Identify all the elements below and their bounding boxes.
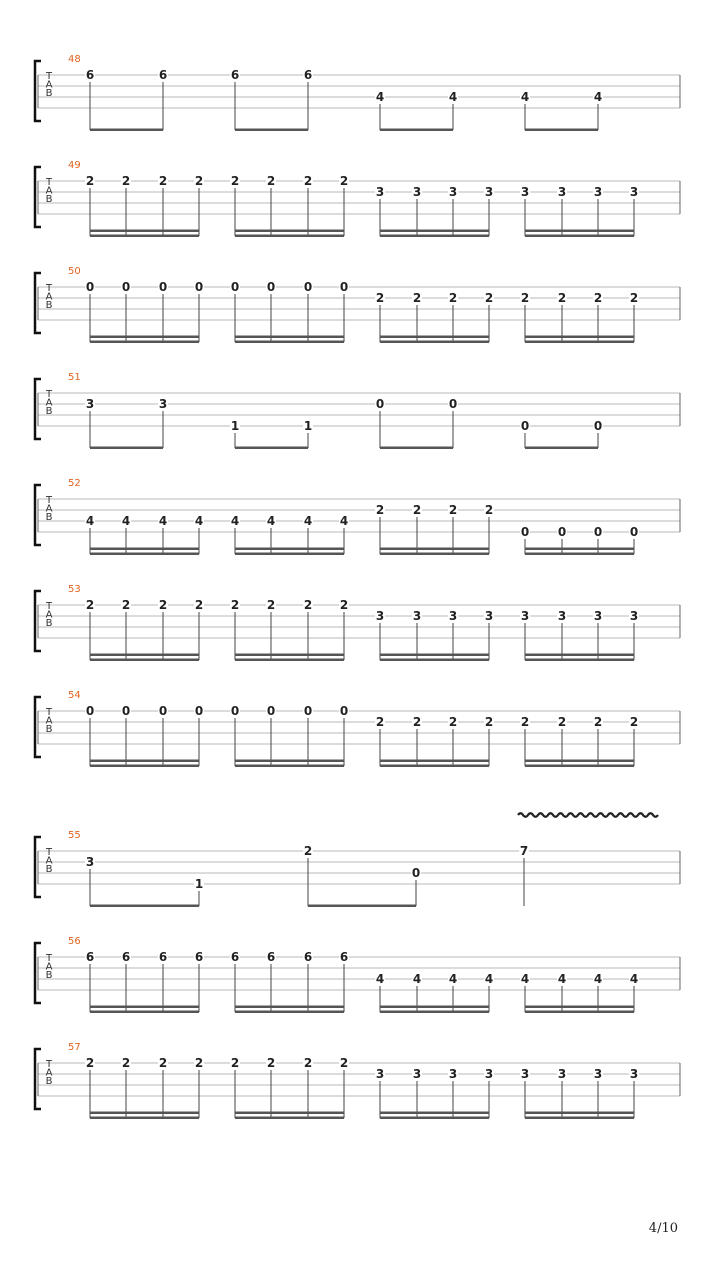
beam — [380, 341, 489, 344]
fret-number: 4 — [520, 90, 530, 104]
tab-clef-letter: B — [45, 1076, 53, 1087]
fret-number: 2 — [121, 598, 131, 612]
fret-number: 6 — [121, 950, 131, 964]
beam — [235, 765, 344, 768]
fret-number: 6 — [303, 68, 313, 82]
beam — [380, 1011, 489, 1014]
fret-number: 4 — [158, 514, 168, 528]
measure-number: 56 — [68, 936, 81, 947]
page-number: 4/10 — [648, 1221, 678, 1236]
beam — [90, 1117, 199, 1120]
measure-number: 52 — [68, 478, 81, 489]
fret-number: 2 — [520, 291, 530, 305]
tab-clef-letter: B — [45, 970, 53, 981]
tab-clef-letter: T — [45, 177, 53, 188]
tab-clef-letter: A — [45, 503, 53, 515]
fret-number: 4 — [375, 972, 385, 986]
fret-number: 4 — [629, 972, 639, 986]
fret-number: 2 — [230, 1056, 240, 1070]
fret-number: 6 — [339, 950, 349, 964]
beam — [90, 341, 199, 344]
beam — [235, 1112, 344, 1115]
fret-number: 3 — [484, 609, 494, 623]
beam — [90, 1006, 199, 1009]
fret-number: 0 — [194, 704, 204, 718]
fret-number: 4 — [412, 972, 422, 986]
fret-number: 6 — [158, 950, 168, 964]
tab-clef-letter: B — [45, 88, 53, 99]
fret-number: 6 — [230, 68, 240, 82]
tab-clef-letter: B — [45, 300, 53, 311]
beam — [235, 1006, 344, 1009]
fret-number: 6 — [85, 68, 95, 82]
fret-number: 0 — [593, 419, 603, 433]
fret-number: 2 — [448, 291, 458, 305]
measure-number: 55 — [68, 830, 81, 841]
beam — [235, 235, 344, 238]
beam — [90, 235, 199, 238]
beam — [525, 548, 634, 551]
fret-number: 6 — [230, 950, 240, 964]
beam — [525, 1011, 634, 1014]
fret-number: 3 — [412, 609, 422, 623]
beam — [235, 447, 308, 450]
fret-number: 0 — [266, 704, 276, 718]
beam — [380, 230, 489, 233]
fret-number: 0 — [85, 704, 95, 718]
beam — [380, 765, 489, 768]
beam — [90, 336, 199, 339]
fret-number: 0 — [557, 525, 567, 539]
fret-number: 0 — [158, 280, 168, 294]
fret-number: 3 — [375, 609, 385, 623]
beam — [525, 447, 598, 450]
beam — [235, 129, 308, 132]
beam — [525, 760, 634, 763]
fret-number: 2 — [194, 598, 204, 612]
beam — [380, 129, 453, 132]
measure-number: 50 — [68, 266, 81, 277]
tab-clef-letter: A — [45, 855, 53, 867]
fret-number: 3 — [484, 1067, 494, 1081]
fret-number: 0 — [303, 280, 313, 294]
beam — [90, 129, 163, 132]
fret-number: 2 — [230, 598, 240, 612]
fret-number: 3 — [593, 609, 603, 623]
beam — [90, 760, 199, 763]
measure-number: 57 — [68, 1042, 81, 1053]
fret-number: 3 — [412, 185, 422, 199]
fret-number: 3 — [629, 609, 639, 623]
fret-number: 2 — [448, 503, 458, 517]
fret-number: 2 — [121, 1056, 131, 1070]
tab-clef-letter: B — [45, 618, 53, 629]
tab-clef-letter: A — [45, 609, 53, 621]
beam — [90, 553, 199, 556]
beam — [525, 235, 634, 238]
fret-number: 2 — [339, 1056, 349, 1070]
beam — [525, 1117, 634, 1120]
fret-number: 4 — [230, 514, 240, 528]
fret-number: 3 — [557, 609, 567, 623]
fret-number: 3 — [484, 185, 494, 199]
fret-number: 2 — [412, 715, 422, 729]
fret-number: 0 — [520, 525, 530, 539]
fret-number: 4 — [593, 972, 603, 986]
beam — [525, 553, 634, 556]
beam — [235, 760, 344, 763]
tab-system — [35, 54, 680, 131]
fret-number: 4 — [194, 514, 204, 528]
fret-number: 2 — [266, 174, 276, 188]
fret-number: 2 — [557, 715, 567, 729]
tab-clef-letter: A — [45, 1067, 53, 1079]
fret-number: 3 — [448, 609, 458, 623]
tab-clef-letter: T — [45, 601, 53, 612]
fret-number: 2 — [303, 1056, 313, 1070]
fret-number: 0 — [593, 525, 603, 539]
beam — [235, 341, 344, 344]
tab-clef-letter: T — [45, 71, 53, 82]
tab-system — [35, 584, 680, 661]
fret-number: 3 — [557, 185, 567, 199]
tab-clef-letter: T — [45, 1059, 53, 1070]
fret-number: 4 — [557, 972, 567, 986]
fret-number: 6 — [158, 68, 168, 82]
fret-number: 2 — [121, 174, 131, 188]
fret-number: 2 — [375, 715, 385, 729]
beam — [525, 654, 634, 657]
tab-clef-letter: B — [45, 406, 53, 417]
measure-number: 54 — [68, 690, 81, 701]
fret-number: 1 — [230, 419, 240, 433]
fret-number: 2 — [557, 291, 567, 305]
beam — [380, 553, 489, 556]
beam — [380, 760, 489, 763]
beam — [90, 654, 199, 657]
tab-clef-letter: T — [45, 953, 53, 964]
fret-number: 3 — [85, 397, 95, 411]
fret-number: 4 — [375, 90, 385, 104]
beam — [235, 1011, 344, 1014]
beam — [525, 659, 634, 662]
tab-system — [35, 813, 680, 907]
fret-number: 4 — [121, 514, 131, 528]
tab-clef-letter: B — [45, 194, 53, 205]
fret-number: 3 — [158, 397, 168, 411]
beam — [235, 659, 344, 662]
beam — [380, 654, 489, 657]
fret-number: 0 — [520, 419, 530, 433]
tab-clef-letter: B — [45, 512, 53, 523]
fret-number: 4 — [339, 514, 349, 528]
fret-number: 2 — [448, 715, 458, 729]
beam — [380, 447, 453, 450]
fret-number: 0 — [121, 704, 131, 718]
tab-clef-letter: A — [45, 79, 53, 91]
fret-number: 6 — [303, 950, 313, 964]
tab-clef-letter: B — [45, 724, 53, 735]
fret-number: 6 — [194, 950, 204, 964]
fret-number: 2 — [158, 174, 168, 188]
fret-number: 2 — [158, 598, 168, 612]
beam — [380, 336, 489, 339]
beam — [90, 1112, 199, 1115]
tab-clef-letter: A — [45, 715, 53, 727]
fret-number: 3 — [85, 855, 95, 869]
fret-number: 3 — [448, 185, 458, 199]
tab-clef-letter: B — [45, 864, 53, 875]
fret-number: 2 — [484, 715, 494, 729]
fret-number: 4 — [303, 514, 313, 528]
beam — [380, 1117, 489, 1120]
fret-number: 3 — [557, 1067, 567, 1081]
beam — [380, 1112, 489, 1115]
fret-number: 2 — [484, 291, 494, 305]
beam — [380, 235, 489, 238]
beam — [90, 230, 199, 233]
beam — [90, 1011, 199, 1014]
beam — [90, 548, 199, 551]
tab-clef-letter: A — [45, 291, 53, 303]
tab-system — [35, 372, 680, 449]
tab-clef-letter: A — [45, 397, 53, 409]
beam — [380, 659, 489, 662]
fret-number: 3 — [448, 1067, 458, 1081]
fret-number: 3 — [593, 1067, 603, 1081]
tab-clef-letter: A — [45, 185, 53, 197]
fret-number: 0 — [339, 704, 349, 718]
fret-number: 1 — [303, 419, 313, 433]
fret-number: 2 — [85, 1056, 95, 1070]
fret-number: 2 — [303, 598, 313, 612]
beam — [380, 1006, 489, 1009]
fret-number: 0 — [448, 397, 458, 411]
beam — [235, 548, 344, 551]
fret-number: 3 — [629, 185, 639, 199]
fret-number: 2 — [375, 503, 385, 517]
beam — [525, 1006, 634, 1009]
fret-number: 2 — [412, 291, 422, 305]
tab-clef-letter: A — [45, 961, 53, 973]
fret-number: 2 — [484, 503, 494, 517]
measure-number: 48 — [68, 54, 81, 65]
beam — [90, 447, 163, 450]
beam — [235, 1117, 344, 1120]
beam — [235, 654, 344, 657]
fret-number: 2 — [266, 1056, 276, 1070]
fret-number: 0 — [158, 704, 168, 718]
fret-number: 2 — [520, 715, 530, 729]
fret-number: 4 — [266, 514, 276, 528]
fret-number: 0 — [339, 280, 349, 294]
fret-number: 4 — [85, 514, 95, 528]
fret-number: 2 — [85, 598, 95, 612]
beam — [525, 336, 634, 339]
tab-clef-letter: T — [45, 707, 53, 718]
beam — [380, 548, 489, 551]
fret-number: 3 — [375, 1067, 385, 1081]
fret-number: 2 — [412, 503, 422, 517]
beam — [235, 553, 344, 556]
tab-clef-letter: T — [45, 283, 53, 294]
fret-number: 4 — [448, 90, 458, 104]
beam — [90, 765, 199, 768]
beam — [90, 659, 199, 662]
vibrato-mark — [518, 813, 658, 817]
fret-number: 0 — [375, 397, 385, 411]
fret-number: 0 — [266, 280, 276, 294]
fret-number: 2 — [339, 174, 349, 188]
measure-number: 53 — [68, 584, 81, 595]
fret-number: 3 — [520, 1067, 530, 1081]
beam — [525, 129, 598, 132]
fret-number: 3 — [593, 185, 603, 199]
fret-number: 0 — [194, 280, 204, 294]
fret-number: 0 — [230, 704, 240, 718]
beam — [525, 230, 634, 233]
beam — [235, 230, 344, 233]
fret-number: 2 — [303, 844, 313, 858]
fret-number: 2 — [629, 291, 639, 305]
tab-system — [35, 1042, 680, 1119]
fret-number: 2 — [593, 291, 603, 305]
fret-number: 0 — [303, 704, 313, 718]
fret-number: 2 — [266, 598, 276, 612]
fret-number: 2 — [593, 715, 603, 729]
fret-number: 6 — [266, 950, 276, 964]
tab-system — [35, 936, 680, 1013]
fret-number: 4 — [448, 972, 458, 986]
tab-system — [35, 266, 680, 343]
fret-number: 3 — [520, 609, 530, 623]
fret-number: 0 — [85, 280, 95, 294]
tab-system — [35, 160, 680, 237]
fret-number: 7 — [519, 844, 529, 858]
measure-number: 51 — [68, 372, 81, 383]
fret-number: 4 — [520, 972, 530, 986]
fret-number: 0 — [121, 280, 131, 294]
fret-number: 6 — [85, 950, 95, 964]
fret-number: 2 — [194, 174, 204, 188]
fret-number: 1 — [194, 877, 204, 891]
beam — [525, 341, 634, 344]
fret-number: 2 — [629, 715, 639, 729]
fret-number: 0 — [629, 525, 639, 539]
fret-number: 2 — [339, 598, 349, 612]
fret-number: 2 — [230, 174, 240, 188]
tab-clef-letter: T — [45, 847, 53, 858]
fret-number: 0 — [411, 866, 421, 880]
beam — [235, 336, 344, 339]
fret-number: 4 — [593, 90, 603, 104]
beam — [308, 905, 416, 908]
fret-number: 3 — [375, 185, 385, 199]
fret-number: 3 — [412, 1067, 422, 1081]
fret-number: 0 — [230, 280, 240, 294]
fret-number: 2 — [375, 291, 385, 305]
fret-number: 2 — [194, 1056, 204, 1070]
tab-clef-letter: T — [45, 495, 53, 506]
beam — [525, 1112, 634, 1115]
fret-number: 3 — [520, 185, 530, 199]
fret-number: 4 — [484, 972, 494, 986]
beam — [90, 905, 199, 908]
fret-number: 2 — [303, 174, 313, 188]
tab-system — [35, 478, 680, 555]
measure-number: 49 — [68, 160, 81, 171]
fret-number: 2 — [85, 174, 95, 188]
fret-number: 3 — [629, 1067, 639, 1081]
tab-clef-letter: T — [45, 389, 53, 400]
tab-system — [35, 690, 680, 767]
beam — [525, 765, 634, 768]
fret-number: 2 — [158, 1056, 168, 1070]
